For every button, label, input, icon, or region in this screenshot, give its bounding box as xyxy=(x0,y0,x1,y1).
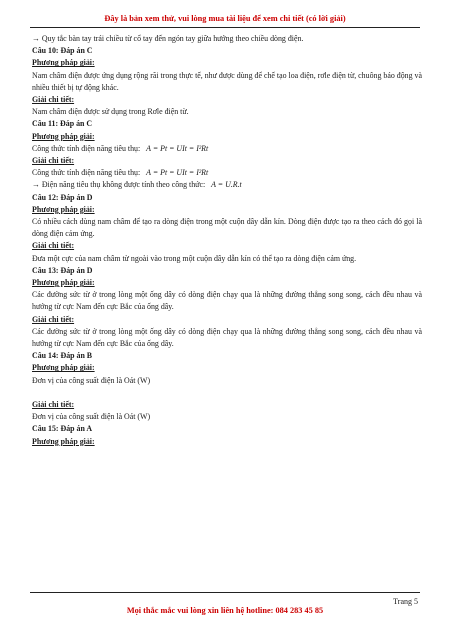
formula-caption: Công thức tính điện năng tiêu thụ: xyxy=(32,168,141,178)
footer-divider xyxy=(30,592,420,593)
text-line: → Quy tắc bàn tay trái chiều từ cổ tay đến ngón tay giữa hướng theo chiều dòng điện. xyxy=(32,34,304,43)
section-label: Giải chi tiết: xyxy=(32,156,75,166)
header-divider xyxy=(30,27,420,28)
section-label: Phương pháp giải: xyxy=(32,58,95,68)
text-line: Đơn vị của công suất điện là Oát (W) xyxy=(32,375,151,385)
section-label: Phương pháp giải: xyxy=(32,436,95,446)
text-line: Đưa một cực của nam châm từ ngoài vào trong một cuộn dây dẫn kín có thể tạo ra dòng điện cảm ứng. xyxy=(32,253,357,263)
explanation-paragraph: Có nhiều cách dùng nam châm để tạo ra dòng điện trong một cuộn dây dẫn kín. Dòng điện được tạo ra theo cách đó gọi là dòng điện cảm ứng. xyxy=(32,217,422,239)
section-label: Phương pháp giải: xyxy=(32,204,95,214)
question-answer-heading: Câu 13: Đáp án D xyxy=(32,265,93,275)
blank-line xyxy=(32,387,422,399)
section-label: Giải chi tiết: xyxy=(32,314,75,324)
formula-caption: → Điện năng tiêu thụ không được tính theo công thức: xyxy=(32,180,206,190)
hotline-footer: Mọi thắc mắc vui lòng xin liên hệ hotline: 084 283 45 85 xyxy=(126,606,324,615)
formula-line xyxy=(32,179,422,191)
explanation-paragraph: Các đường sức từ ở trong lòng một ống dây có dòng điện chạy qua là những đường thẳng song song, cách đều nhau và hướng từ cực Nam đến cực Bắc của ống dây. xyxy=(32,290,422,312)
question-answer-heading: Câu 15: Đáp án A xyxy=(32,424,93,434)
section-label: Giải chi tiết: xyxy=(32,399,75,409)
section-label: Phương pháp giải: xyxy=(32,363,95,373)
formula-expression: A = Pt = UIt = I²Rt xyxy=(146,168,209,178)
section-label: Giải chi tiết: xyxy=(32,95,75,105)
formula-line xyxy=(32,143,422,155)
question-answer-heading: Câu 12: Đáp án D xyxy=(32,192,93,202)
formula-expression: A = Pt = UIt = I²Rt xyxy=(146,143,209,153)
question-answer-heading: Câu 14: Đáp án B xyxy=(32,351,93,361)
text-line: Nam châm điện được sử dụng trong Rơle điện từ. xyxy=(32,107,189,117)
document-body xyxy=(32,33,422,448)
section-label: Phương pháp giải: xyxy=(32,278,95,288)
explanation-paragraph: Nam châm điện được ứng dụng rộng rãi trong thực tế, như được dùng để chế tạo loa điện, rơle điện từ, chuông báo động và nhiều thiết bị tự động khác. xyxy=(32,70,422,92)
text-line: Đơn vị của công suất điện là Oát (W) xyxy=(32,412,151,422)
question-answer-heading: Câu 10: Đáp án C xyxy=(32,46,93,56)
formula-expression: A = U.R.t xyxy=(211,180,242,190)
question-answer-heading: Câu 11: Đáp án C xyxy=(32,119,93,129)
formula-caption: Công thức tính điện năng tiêu thụ: xyxy=(32,143,141,153)
page-number: Trang 5 xyxy=(393,597,418,606)
preview-notice-header: Đây là bản xem thử, vui lòng mua tài liệu để xem chi tiết (có lời giải) xyxy=(104,14,346,23)
explanation-paragraph: Các đường sức từ ở trong lòng một ống dây có dòng điện chạy qua là những đường thẳng song song, cách đều nhau và hướng từ cực Nam đến cực Bắc của ống dây. xyxy=(32,326,422,349)
section-label: Phương pháp giải: xyxy=(32,131,95,141)
formula-line xyxy=(32,167,422,179)
section-label: Giải chi tiết: xyxy=(32,241,75,251)
